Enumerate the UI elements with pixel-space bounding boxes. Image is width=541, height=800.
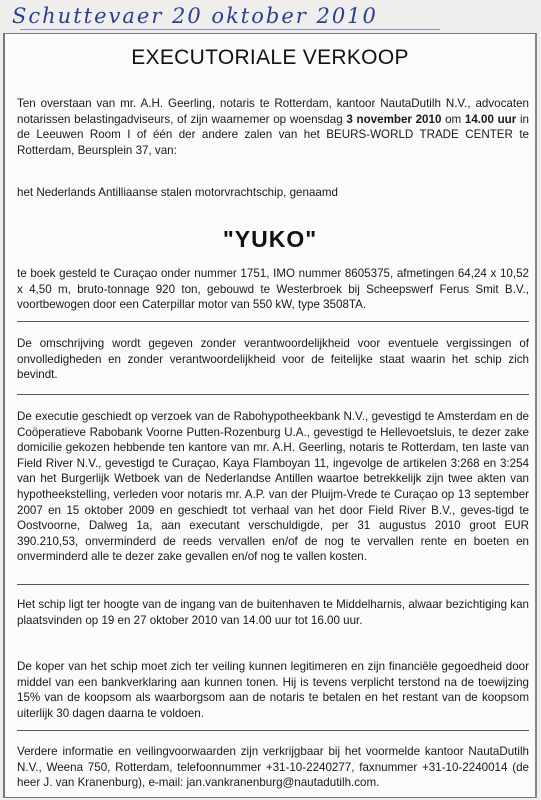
divider (17, 321, 529, 322)
notice-title: EXECUTORIALE VERKOOP (131, 46, 409, 69)
divider (17, 730, 529, 731)
contact-paragraph: Verdere informatie en veilingvoorwaarden zijn verkrijgbaar bij het voormelde kantoor NautaDutilh N.V., Weena 750, Rotterdam, telefoonnummer +31-10-2240277, faxnummer +31-10-2240014 (de heer J. van Kranenburg), e-mail: jan.vankranenburg@nautadutilh.com. (17, 745, 529, 790)
viewing-paragraph: Het schip ligt ter hoogte van de ingang van de buitenhaven te Middelharnis, alwaar bezichtiging kan plaatsvinden op 19 en 27 oktober 2010 van 14.00 uur tot 16.00 uur. (17, 598, 529, 627)
disclaimer-paragraph: De omschrijving wordt gegeven zonder verantwoordelijkheid voor eventuele vergissingen of onvolledigheden en zonder verantwoordelijkheid voor de feitelijke staat waarin het schip zich bevindt. (17, 337, 529, 382)
ship-name: "YUKO" (222, 226, 318, 252)
auction-date: 3 november 2010 (346, 112, 442, 126)
execution-paragraph: De executie geschiedt op verzoek van de Rabohypotheekbank N.V., gevestigd te Amsterdam en de Coöperatieve Rabobank Voorne Putten-Rozenburg U.A., gevestigd te Hellevoetsluis, te dezer zake domicilie gekozen hebbende ten kantore van mr. A.H. Geerling, notaris te Rotterdam, ten laste van Field River N.V., gevestigd te Curaçao, Kaya Flamboyan 11, ingevolge de artikelen 3:268 en 3:254 van het Burgerlijk Wetboek van de Nederlandse Antillen waartoe betrekkelijk zijn twee akten van hypotheekstelling, verleden voor notaris mr. A.P. van der Pluijm-Vrede te Curaçao op 13 september 2007 en 15 oktober 2009 en geschiedt tot verhaal van het door Field River B.V., geves-tigd te Oostvoorne, Dalweg 1a, aan executant verschuldigde, per 31 augustus 2010 groot EUR 390.210,53, onverminderd de reeds vervallen en/of de nog te vervallen rente en boeten en onverminderd alle te dezer zake gevallen en/of nog te vallen kosten. (17, 410, 529, 564)
auction-time: 14.00 uur (464, 112, 517, 126)
buyer-paragraph: De koper van het schip moet zich ter veiling kunnen legitimeren en zijn financiële gegoedheid door middel van een bankverklaring aan kunnen tonen. Hij is tevens verplicht terstond na de toewijzing 15% van de koopsom als waarborgsom aan de notaris te betalen en het restant van de koopsom uiterlijk 30 dagen daarna te voldoen. (17, 660, 529, 720)
handwritten-underline (20, 29, 440, 30)
auction-notice (3, 33, 537, 798)
intro-text-1: Ten overstaan van mr. A.H. Geerling, notaris te Rotterdam, kantoor NautaDutilh N.V., advocaten notarissen belastingadviseurs, of zijn waarnemer op woensdag (17, 97, 529, 126)
intro-text-2: om (441, 112, 465, 126)
divider (17, 584, 529, 585)
vessel-details: te boek gesteld te Curaçao onder nummer 1751, IMO nummer 8605375, afmetingen 64,24 x 10,52 x 4,50 m, bruto-tonnage 920 ton, gebouwd te Westerbroek bij Scheepswerf Ferus Smit B.V., voortbewogen door een Caterpillar motor van 550 kW, type 3508TA. (17, 267, 529, 312)
vessel-intro: het Nederlands Antilliaanse stalen motorvrachtschip, genaamd (17, 186, 338, 199)
intro-text-3: in de Leeuwen Room I of één der andere zalen van het BEURS-WORLD TRADE CENTER te Rotterdam, Beursplein 37, van: (17, 112, 529, 157)
handwritten-note: Schuttevaer 20 oktober 2010 (12, 4, 378, 28)
intro-paragraph (17, 96, 529, 158)
divider (17, 394, 529, 395)
